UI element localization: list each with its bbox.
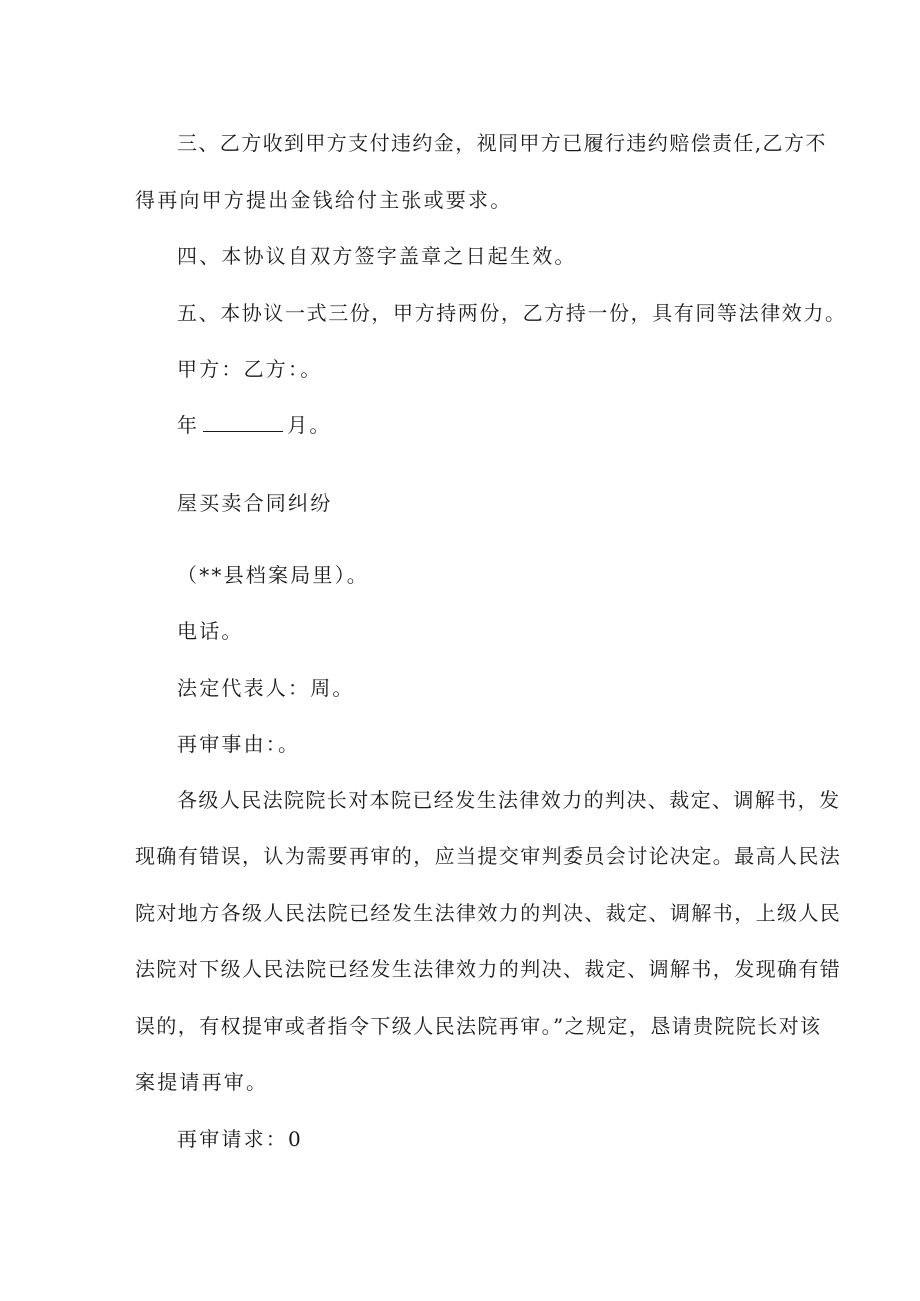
- paragraph-line-6: 案提请再审。: [135, 1070, 269, 1094]
- date-month: 月。: [287, 413, 332, 437]
- date-line: [177, 413, 332, 437]
- phone-line: 电话。: [177, 619, 244, 643]
- paragraph-line-5: 误的，有权提审或者指令下级人民法院再审。”之规定，恳请贵院院长对该: [135, 1014, 822, 1038]
- paragraph-line-2: 现确有错误，认为需要再审的，应当提交审判委员会讨论决定。最高人民法: [135, 844, 842, 868]
- address-line: （**县档案局里）。: [177, 563, 369, 587]
- retrial-request-line: 再审请求：0: [177, 1127, 303, 1151]
- section-title: 屋买卖合同纠纷: [177, 491, 333, 515]
- date-blank: [203, 413, 283, 432]
- paragraph-line-3: 院对地方各级人民法院已经发生法律效力的判决、裁定、调解书，上级人民: [135, 901, 842, 925]
- clause-3-line-1: 三、乙方收到甲方支付违约金，视同甲方已履行违约赔偿责任,乙方不: [177, 131, 827, 155]
- retrial-reason-line: 再审事由：。: [177, 732, 301, 756]
- paragraph-line-1: 各级人民法院院长对本院已经发生法律效力的判决、裁定、调解书，发: [177, 788, 841, 812]
- clause-5: 五、本协议一式三份，甲方持两份，乙方持一份，具有同等法律效力。: [177, 301, 847, 325]
- legal-rep-line: 法定代表人：周。: [177, 676, 355, 700]
- date-year: 年: [177, 413, 200, 437]
- parties-line: 甲方：乙方：。: [177, 357, 323, 381]
- clause-3-line-2: 得再向甲方提出金钱给付主张或要求。: [135, 188, 513, 212]
- clause-4: 四、本协议自双方签字盖章之日起生效。: [177, 244, 577, 268]
- paragraph-line-4: 法院对下级人民法院已经发生法律效力的判决、裁定、调解书，发现确有错: [135, 957, 842, 981]
